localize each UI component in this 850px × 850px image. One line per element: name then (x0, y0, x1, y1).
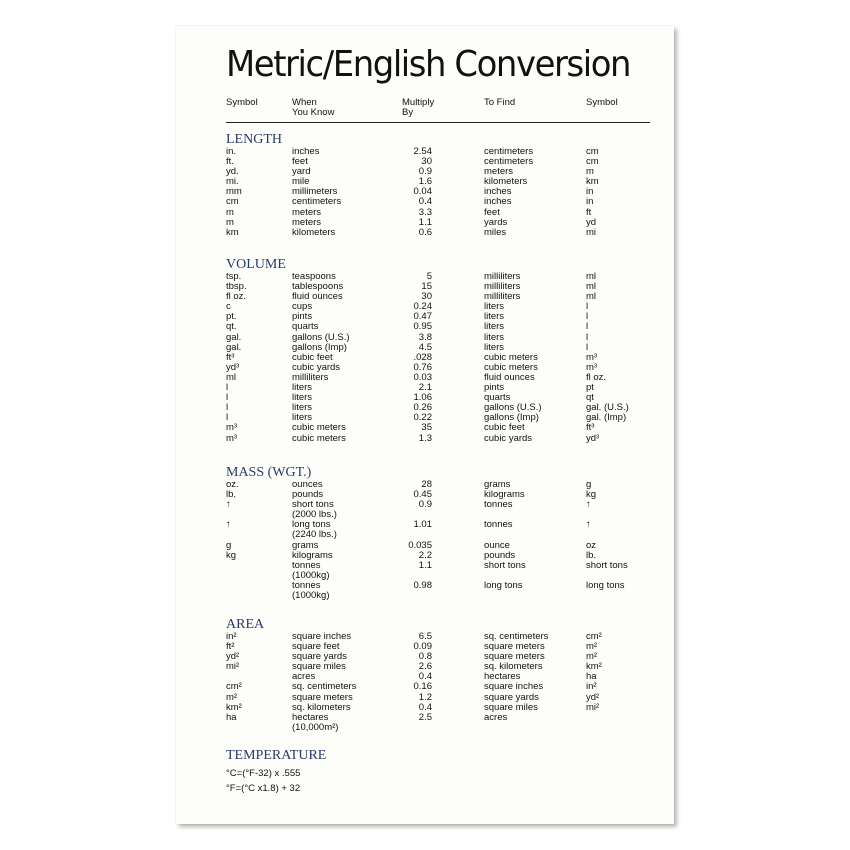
row-multiply-by: 3.8 (418, 331, 432, 343)
row-symbol: tbsp. (226, 281, 247, 293)
row-multiply-by: 2.1 (418, 382, 432, 394)
row-result-symbol: m² (586, 641, 598, 653)
row-to-find: pints (484, 382, 505, 394)
row-when-you-know: pounds (292, 489, 324, 501)
row-result-symbol: in (586, 186, 594, 198)
row-multiply-by: 6.5 (418, 631, 432, 642)
row-to-find: inches (484, 196, 512, 208)
row-to-find: square miles (484, 701, 538, 713)
row-to-find: milliliters (484, 281, 521, 293)
row-when-you-know: liters (292, 412, 313, 424)
row-when-you-know: square yards (292, 651, 347, 663)
row-symbol: cm (226, 196, 239, 208)
row-when-you-know: ounces (292, 479, 323, 490)
section-title: AREA (226, 617, 265, 632)
row-when-you-know: hectares (10,000m²) (292, 711, 339, 733)
row-to-find: gallons (Imp) (484, 412, 539, 424)
row-symbol: fl oz. (226, 291, 247, 303)
row-when-you-know: tonnes (1000kg) (292, 579, 330, 602)
row-multiply-by: 0.26 (413, 402, 432, 414)
row-result-symbol: lb. (586, 549, 597, 561)
row-when-you-know: kilometers (292, 226, 336, 238)
page-title: Metric/English Conversion (226, 44, 631, 85)
table-row (176, 434, 674, 444)
conversion-card (176, 26, 674, 824)
row-to-find: inches (484, 186, 512, 198)
row-to-find: kilometers (484, 176, 528, 188)
row-result-symbol: g (586, 479, 592, 490)
row-to-find: gallons (U.S.) (484, 402, 542, 414)
table-row (176, 520, 674, 540)
table-row (176, 581, 674, 601)
row-symbol: mi² (226, 661, 240, 673)
row-result-symbol: short tons (586, 559, 628, 571)
row-multiply-by: 0.76 (413, 361, 432, 373)
row-when-you-know: liters (292, 382, 313, 394)
row-symbol: oz. (226, 479, 239, 490)
row-to-find: sq. kilometers (484, 661, 543, 673)
row-to-find: fluid ounces (484, 371, 535, 383)
row-when-you-know: cubic yards (292, 361, 341, 373)
temperature-formula-fahrenheit: °F=(°C x1.8) + 32 (226, 783, 301, 794)
row-when-you-know: square meters (292, 691, 353, 703)
row-symbol: m (226, 216, 234, 228)
row-result-symbol: oz (586, 539, 597, 551)
row-multiply-by: 0.16 (413, 681, 432, 693)
row-result-symbol: l (586, 321, 589, 333)
row-result-symbol: mi (586, 226, 597, 238)
row-to-find: cubic meters (484, 361, 538, 373)
row-symbol: g (226, 539, 232, 551)
row-when-you-know: kilograms (292, 549, 333, 561)
row-multiply-by: 0.8 (418, 651, 432, 663)
row-symbol: qt. (226, 321, 237, 333)
row-to-find: tonnes (484, 519, 513, 531)
row-multiply-by: 35 (421, 422, 432, 434)
row-symbol: pt. (226, 311, 237, 323)
section-rows (176, 147, 674, 238)
row-to-find: sq. centimeters (484, 631, 549, 642)
row-when-you-know: cubic meters (292, 432, 346, 444)
section-title: VOLUME (226, 257, 286, 272)
row-to-find: liters (484, 321, 505, 333)
row-when-you-know: inches (292, 146, 320, 157)
row-multiply-by: 1.1 (418, 216, 432, 228)
row-when-you-know: liters (292, 402, 313, 414)
row-multiply-by: 4.5 (418, 341, 432, 353)
row-multiply-by: 0.09 (413, 641, 432, 653)
row-symbol: ↑ (226, 519, 231, 531)
row-when-you-know: meters (292, 206, 322, 218)
row-symbol: c (226, 301, 231, 313)
row-multiply-by: 0.9 (418, 499, 432, 511)
row-to-find: short tons (484, 559, 526, 571)
row-symbol: ml (226, 371, 237, 383)
row-when-you-know: feet (292, 156, 308, 168)
column-header-symbol: Symbol (226, 97, 258, 108)
row-when-you-know: cups (292, 301, 313, 313)
row-result-symbol: cm (586, 156, 599, 168)
table-row (176, 713, 674, 733)
row-when-you-know: gallons (U.S.) (292, 331, 350, 343)
row-result-symbol: m³ (586, 351, 598, 363)
row-result-symbol: m² (586, 651, 598, 663)
row-multiply-by: 28 (421, 479, 432, 490)
row-result-symbol: km² (586, 661, 602, 673)
row-to-find: pounds (484, 549, 516, 561)
row-symbol: m² (226, 691, 238, 703)
column-header-to-find: To Find (484, 97, 516, 108)
row-when-you-know: grams (292, 539, 319, 551)
section-title: TEMPERATURE (226, 748, 327, 763)
row-multiply-by: .028 (413, 351, 432, 363)
row-when-you-know: long tons (2240 lbs.) (292, 519, 337, 541)
row-when-you-know: short tons (2000 lbs.) (292, 499, 337, 521)
row-result-symbol: l (586, 341, 589, 353)
row-symbol: ft³ (226, 351, 235, 363)
row-result-symbol: long tons (586, 579, 625, 591)
row-multiply-by: 0.04 (413, 186, 432, 198)
row-to-find: cubic feet (484, 422, 525, 434)
row-symbol: gal. (226, 341, 242, 353)
row-to-find: centimeters (484, 156, 534, 168)
row-to-find: square meters (484, 641, 545, 653)
row-result-symbol: km (586, 176, 599, 188)
row-when-you-know: pints (292, 311, 313, 323)
row-symbol: km (226, 226, 239, 238)
row-multiply-by: 1.3 (418, 432, 432, 444)
row-symbol: km² (226, 701, 242, 713)
row-symbol: l (226, 412, 229, 424)
row-multiply-by: 15 (421, 281, 432, 293)
row-multiply-by: 0.035 (408, 539, 432, 551)
temperature-formula-celsius: °C=(°F-32) x .555 (226, 768, 301, 779)
row-to-find: quarts (484, 392, 511, 404)
row-when-you-know: gallons (Imp) (292, 341, 347, 353)
row-result-symbol: m (586, 166, 594, 178)
row-to-find: liters (484, 311, 505, 323)
row-to-find: meters (484, 166, 514, 178)
row-symbol: m (226, 206, 234, 218)
row-symbol: cm² (226, 681, 242, 693)
row-when-you-know: mile (292, 176, 310, 188)
row-multiply-by: 0.03 (413, 371, 432, 383)
row-to-find: long tons (484, 579, 523, 591)
row-symbol: yd³ (226, 361, 240, 373)
row-result-symbol: cm² (586, 631, 602, 642)
row-multiply-by: 0.22 (413, 412, 432, 424)
row-result-symbol: yd² (586, 691, 600, 703)
row-symbol: ha (226, 711, 237, 723)
row-to-find: square meters (484, 651, 545, 663)
row-multiply-by: 0.95 (413, 321, 432, 333)
row-symbol: m³ (226, 422, 238, 434)
row-to-find: liters (484, 331, 505, 343)
row-when-you-know: liters (292, 392, 313, 404)
row-result-symbol: l (586, 331, 589, 343)
row-when-you-know: teaspoons (292, 271, 336, 282)
row-result-symbol: fl oz. (586, 371, 607, 383)
row-result-symbol: ↑ (586, 499, 591, 511)
row-multiply-by: 2.6 (418, 661, 432, 673)
row-when-you-know: milliliters (292, 371, 329, 383)
row-to-find: acres (484, 711, 508, 723)
table-row (176, 228, 674, 238)
row-multiply-by: 30 (421, 156, 432, 168)
row-multiply-by: 0.24 (413, 301, 432, 313)
row-when-you-know: yard (292, 166, 311, 178)
column-header-when-you-know: When You Know (292, 97, 335, 118)
row-multiply-by: 30 (421, 291, 432, 303)
row-when-you-know: millimeters (292, 186, 338, 198)
row-symbol: gal. (226, 331, 242, 343)
row-symbol: kg (226, 549, 237, 561)
row-result-symbol: yd (586, 216, 597, 228)
row-result-symbol: l (586, 301, 589, 313)
row-when-you-know: quarts (292, 321, 319, 333)
row-multiply-by: 0.4 (418, 701, 432, 713)
row-result-symbol: ml (586, 291, 597, 303)
row-multiply-by: 1.6 (418, 176, 432, 188)
section-title: MASS (WGT.) (226, 465, 312, 480)
row-to-find: milliliters (484, 291, 521, 303)
row-multiply-by: 1.2 (418, 691, 432, 703)
row-multiply-by: 1.01 (413, 519, 432, 531)
header-divider (226, 122, 650, 123)
row-to-find: yards (484, 216, 508, 228)
table-row (176, 423, 674, 433)
column-header-row (176, 98, 674, 122)
row-to-find: square inches (484, 681, 544, 693)
row-result-symbol: pt (586, 382, 594, 394)
row-to-find: tonnes (484, 499, 513, 511)
row-when-you-know: sq. centimeters (292, 681, 357, 693)
row-symbol: ft. (226, 156, 234, 168)
row-result-symbol: gal. (U.S.) (586, 402, 629, 414)
row-result-symbol: ↑ (586, 519, 591, 531)
row-result-symbol: mi² (586, 701, 600, 713)
row-symbol: l (226, 392, 229, 404)
row-to-find: cubic meters (484, 351, 538, 363)
row-multiply-by: 1.06 (413, 392, 432, 404)
row-to-find: cubic yards (484, 432, 533, 444)
row-result-symbol: l (586, 311, 589, 323)
row-result-symbol: in (586, 196, 594, 208)
row-to-find: milliliters (484, 271, 521, 282)
row-symbol: ↑ (226, 499, 231, 511)
row-to-find: hectares (484, 671, 521, 683)
row-when-you-know: fluid ounces (292, 291, 343, 303)
column-header-multiply-by: Multiply By (402, 97, 435, 118)
row-multiply-by: 0.47 (413, 311, 432, 323)
row-result-symbol: ha (586, 671, 597, 683)
row-result-symbol: in² (586, 681, 597, 693)
row-to-find: miles (484, 226, 507, 238)
row-multiply-by: 0.4 (418, 671, 432, 683)
row-multiply-by: 3.3 (418, 206, 432, 218)
row-result-symbol: ml (586, 271, 597, 282)
row-to-find: liters (484, 341, 505, 353)
row-multiply-by: 1.1 (418, 559, 432, 571)
row-when-you-know: meters (292, 216, 322, 228)
row-multiply-by: 0.45 (413, 489, 432, 501)
row-to-find: centimeters (484, 146, 534, 157)
row-when-you-know: sq. kilometers (292, 701, 351, 713)
row-when-you-know: square miles (292, 661, 346, 673)
row-symbol: mi. (226, 176, 239, 188)
row-to-find: grams (484, 479, 511, 490)
row-when-you-know: tablespoons (292, 281, 344, 293)
section-title: LENGTH (226, 132, 282, 147)
row-multiply-by: 0.6 (418, 226, 432, 238)
row-when-you-know: cubic meters (292, 422, 346, 434)
row-symbol: l (226, 402, 229, 414)
row-result-symbol: ml (586, 281, 597, 293)
row-symbol: m³ (226, 432, 238, 444)
row-result-symbol: ft³ (586, 422, 595, 434)
row-when-you-know: square feet (292, 641, 340, 653)
row-result-symbol: cm (586, 146, 599, 157)
row-result-symbol: yd³ (586, 432, 600, 444)
row-multiply-by: 2.54 (413, 146, 432, 157)
row-multiply-by: 2.5 (418, 711, 432, 723)
row-when-you-know: square inches (292, 631, 352, 642)
row-to-find: liters (484, 301, 505, 313)
row-multiply-by: 0.9 (418, 166, 432, 178)
row-when-you-know: tonnes (1000kg) (292, 559, 330, 581)
row-when-you-know: acres (292, 671, 316, 683)
row-multiply-by: 0.4 (418, 196, 432, 208)
section-rows (176, 272, 674, 444)
row-result-symbol: qt (586, 392, 594, 404)
row-multiply-by: 2.2 (418, 549, 432, 561)
table-row (176, 561, 674, 581)
row-symbol: in. (226, 146, 237, 157)
row-result-symbol: ft (586, 206, 592, 218)
row-symbol: tsp. (226, 271, 242, 282)
row-to-find: feet (484, 206, 500, 218)
row-symbol: lb. (226, 489, 237, 501)
row-symbol: yd² (226, 651, 240, 663)
row-multiply-by: 0.98 (413, 579, 432, 591)
column-header-symbol-result: Symbol (586, 97, 618, 108)
row-symbol: in² (226, 631, 237, 642)
section-rows (176, 480, 674, 601)
table-row (176, 500, 674, 520)
section-rows (176, 632, 674, 733)
row-symbol: ft² (226, 641, 235, 653)
row-to-find: square yards (484, 691, 539, 703)
row-symbol: yd. (226, 166, 239, 178)
row-result-symbol: m³ (586, 361, 598, 373)
row-result-symbol: kg (586, 489, 597, 501)
row-result-symbol: gal. (Imp) (586, 412, 627, 424)
row-to-find: ounce (484, 539, 510, 551)
row-when-you-know: cubic feet (292, 351, 333, 363)
row-symbol: mm (226, 186, 242, 198)
row-symbol: l (226, 382, 229, 394)
row-when-you-know: centimeters (292, 196, 342, 208)
row-to-find: kilograms (484, 489, 525, 501)
row-multiply-by: 5 (426, 271, 432, 282)
